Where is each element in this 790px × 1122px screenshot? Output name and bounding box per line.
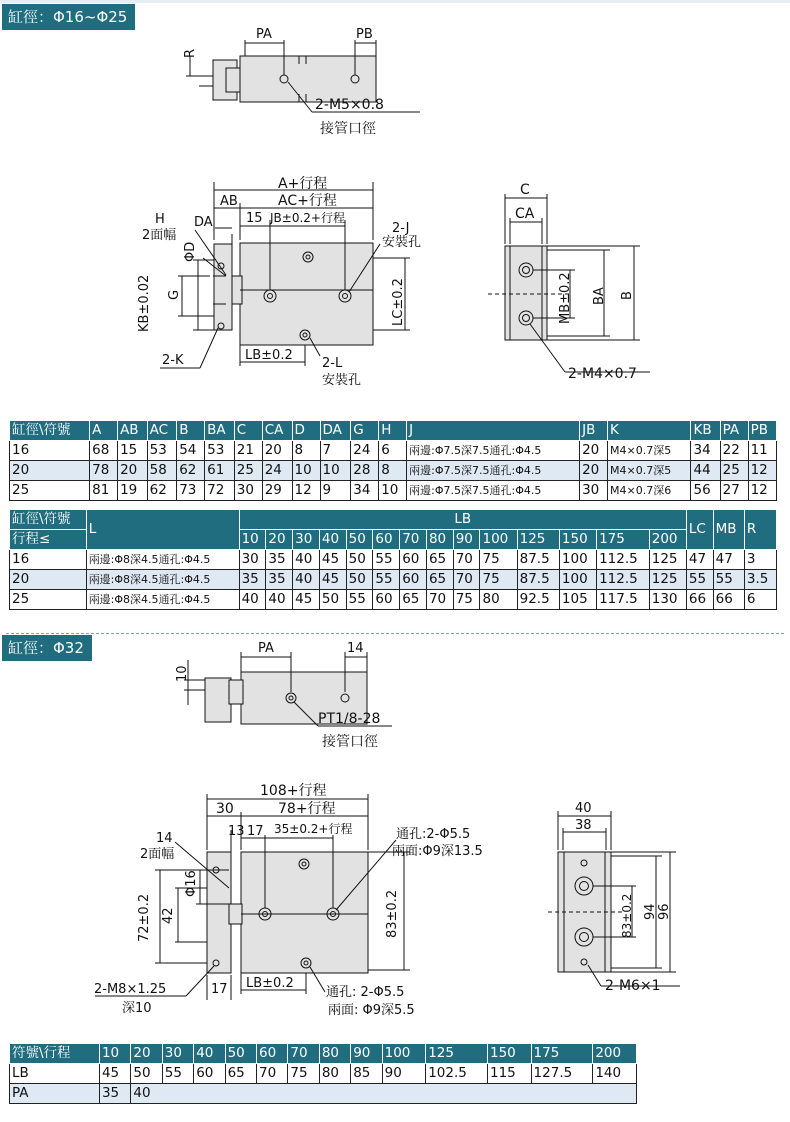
s2-two-flats: 2面幅 bbox=[140, 847, 175, 862]
table2-stroke-cell: 200 bbox=[649, 530, 686, 550]
table2-LB-cell: 75 bbox=[480, 570, 517, 590]
s2-d83: 83±0.2 bbox=[385, 889, 400, 938]
s1-G: G bbox=[167, 289, 182, 300]
s1-port-caption: 接管口徑 bbox=[320, 121, 376, 137]
table1-cell: 53 bbox=[147, 441, 177, 461]
s2-thru1: 通孔:2-Φ5.5 bbox=[396, 827, 471, 842]
table1-cell: M4×0.7深6 bbox=[608, 481, 691, 501]
table3-stroke-cell: 60 bbox=[257, 1044, 288, 1064]
table2-stroke-cell: 30 bbox=[293, 530, 320, 550]
table1-header-cell: PB bbox=[748, 421, 776, 441]
table3-LB-cell: 85 bbox=[351, 1064, 382, 1084]
s1-top-PA-label: PA bbox=[256, 27, 272, 42]
table3-stroke-cell: 20 bbox=[131, 1044, 162, 1064]
table3-stroke-cell: 30 bbox=[162, 1044, 193, 1064]
table3-LB-cell: 55 bbox=[162, 1064, 193, 1084]
table3-LB-cell: 75 bbox=[288, 1064, 319, 1084]
s2-d78: 78+行程 bbox=[278, 801, 336, 817]
s2-side-d40: 40 bbox=[575, 801, 592, 816]
table1-cell: 53 bbox=[205, 441, 235, 461]
table2-LC: 66 bbox=[686, 590, 713, 610]
table1-cell: 10 bbox=[320, 461, 351, 481]
table2-R: 6 bbox=[744, 590, 776, 610]
s1-JB-stroke: JB±0.2+行程 bbox=[270, 211, 345, 225]
table2-R: 3.5 bbox=[744, 570, 776, 590]
table2-LC: 47 bbox=[686, 550, 713, 570]
table2-LB-cell: 55 bbox=[346, 590, 373, 610]
table1-cell: 20 bbox=[118, 461, 148, 481]
table3-LB-cell: 115 bbox=[487, 1064, 531, 1084]
s1-LC: LC±0.2 bbox=[391, 278, 406, 326]
s2-d14: 14 bbox=[156, 831, 173, 846]
table2-stroke-cell: 125 bbox=[517, 530, 559, 550]
s1-side-CA: CA bbox=[515, 206, 535, 222]
table3-LB-cell: 50 bbox=[131, 1064, 162, 1084]
table1-cell: M4×0.7深5 bbox=[608, 441, 691, 461]
table3-stroke-cell: 125 bbox=[426, 1044, 488, 1064]
table2-head-MB: MB bbox=[713, 510, 744, 550]
table1-cell: 78 bbox=[90, 461, 118, 481]
s1-d15: 15 bbox=[246, 211, 263, 226]
s1-DA: DA bbox=[194, 215, 213, 230]
table1-cell: 72 bbox=[205, 481, 235, 501]
s1-two-J: 2-J bbox=[392, 221, 410, 236]
table2-bore: 20 bbox=[10, 570, 87, 590]
s1-side-MB: MB±0.2 bbox=[558, 272, 573, 324]
table2-LB-cell: 80 bbox=[480, 590, 517, 610]
s1-mount-hole2: 安裝孔 bbox=[322, 373, 362, 388]
table3-stroke-cell: 10 bbox=[99, 1044, 130, 1064]
table2-L: 兩邊:Φ8深4.5通孔:Φ4.5 bbox=[86, 590, 239, 610]
table2-stroke-cell: 90 bbox=[453, 530, 480, 550]
table1-cell: 11 bbox=[748, 441, 776, 461]
table3-header-row bbox=[10, 1044, 637, 1064]
s2-LB: LB±0.2 bbox=[246, 976, 294, 991]
table3-stroke-cell: 100 bbox=[382, 1044, 426, 1064]
table1-cell: 6 bbox=[379, 441, 407, 461]
s1-AC-stroke: AC+行程 bbox=[278, 193, 337, 209]
table2-LB-cell: 45 bbox=[293, 590, 320, 610]
s2-depth10: 深10 bbox=[122, 1001, 152, 1016]
table1-cell: 20 bbox=[262, 441, 292, 461]
table1-header-cell: 缸徑\符號 bbox=[10, 421, 90, 441]
table3-LB-cell: 80 bbox=[319, 1064, 350, 1084]
table1-cell: 73 bbox=[177, 481, 205, 501]
table2-LB-cell: 112.5 bbox=[597, 570, 650, 590]
table2-LB-cell: 50 bbox=[346, 550, 373, 570]
table3-stroke-cell: 150 bbox=[487, 1044, 531, 1064]
table2-LB-cell: 112.5 bbox=[597, 550, 650, 570]
s1-H: H bbox=[155, 212, 165, 227]
s1-side-C: C bbox=[520, 182, 530, 198]
s1-side-BA: BA bbox=[592, 287, 607, 305]
table3-LB-cell: 45 bbox=[99, 1064, 130, 1084]
table3-stroke-cell: 50 bbox=[225, 1044, 256, 1064]
table2-LB-cell: 60 bbox=[373, 590, 400, 610]
s1-two-K: 2-K bbox=[162, 353, 184, 368]
table2-bore: 16 bbox=[10, 550, 87, 570]
table2-LB-cell: 45 bbox=[319, 570, 346, 590]
s2-m8: 2-M8×1.25 bbox=[94, 982, 167, 997]
table1-cell: 10 bbox=[292, 461, 320, 481]
table2-LB-cell: 117.5 bbox=[597, 590, 650, 610]
table2-LB-cell: 130 bbox=[649, 590, 686, 610]
table2-head-stroke: 行程≤ bbox=[10, 530, 87, 550]
table2-LB-cell: 40 bbox=[239, 590, 266, 610]
s2-d42: 42 bbox=[161, 907, 176, 924]
section1-badge: 缸徑：Φ16~Φ25 bbox=[2, 4, 135, 30]
table1-header-cell: KB bbox=[691, 421, 720, 441]
table1-cell: 兩邊:Φ7.5深7.5通孔:Φ4.5 bbox=[407, 481, 580, 501]
table3-LB-cell: 90 bbox=[382, 1064, 426, 1084]
table1-cell: 10 bbox=[379, 481, 407, 501]
table3-LB-cell: 140 bbox=[593, 1064, 637, 1084]
table1-cell: 15 bbox=[118, 441, 148, 461]
s2-port-callout: PT1/8-28 bbox=[318, 711, 381, 727]
table2-LB-cell: 40 bbox=[266, 590, 293, 610]
table1-cell: 24 bbox=[262, 461, 292, 481]
table3-stroke-cell: 175 bbox=[531, 1044, 593, 1064]
table1-cell: 30 bbox=[234, 481, 262, 501]
s1-mount-hole: 安裝孔 bbox=[382, 235, 422, 250]
s1-A-stroke: A+行程 bbox=[278, 176, 328, 192]
table2-LB-cell: 55 bbox=[373, 570, 400, 590]
s2-side-d83: 83±0.2 bbox=[620, 893, 634, 938]
table1-header-cell: B bbox=[177, 421, 205, 441]
table1-header-cell: AC bbox=[147, 421, 177, 441]
table1-cell: 22 bbox=[720, 441, 748, 461]
table1-cell: 44 bbox=[691, 461, 720, 481]
table3-stroke-cell: 40 bbox=[194, 1044, 225, 1064]
s2-thru2: 通孔: 2-Φ5.5 bbox=[326, 985, 405, 1000]
table1-cell: 81 bbox=[90, 481, 118, 501]
s2-d17: 17 bbox=[247, 824, 264, 839]
s2-d13: 13 bbox=[228, 824, 245, 839]
table2-LB-cell: 60 bbox=[400, 570, 427, 590]
s1-phi-D: ΦD bbox=[183, 241, 198, 262]
table1-cell: 29 bbox=[262, 481, 292, 501]
table2-LB-cell: 65 bbox=[426, 550, 453, 570]
table2-L: 兩邊:Φ8深4.5通孔:Φ4.5 bbox=[86, 570, 239, 590]
table2-LB-cell: 55 bbox=[373, 550, 400, 570]
table1-cell: 19 bbox=[118, 481, 148, 501]
table3-PA-cell: 35 bbox=[99, 1084, 130, 1104]
table2-head-LC: LC bbox=[686, 510, 713, 550]
s2-side-thread: 2-M6×1 bbox=[605, 978, 661, 994]
s2-top-PA: PA bbox=[258, 641, 274, 656]
table1-cell: 8 bbox=[379, 461, 407, 481]
s2-d108: 108+行程 bbox=[260, 783, 327, 799]
s2-top-d10: 10 bbox=[175, 665, 190, 682]
table3-head: 符號\行程 bbox=[10, 1044, 100, 1064]
s2-d17b: 17 bbox=[211, 982, 228, 997]
table2-head-LB: LB bbox=[239, 510, 686, 530]
table2-LB-cell: 35 bbox=[266, 550, 293, 570]
table2-LB-cell: 30 bbox=[239, 550, 266, 570]
table1-cell: 16 bbox=[10, 441, 90, 461]
s1-two-L: 2-L bbox=[322, 356, 343, 371]
table2-MB: 47 bbox=[713, 550, 744, 570]
s1-side-thread: 2-M4×0.7 bbox=[568, 366, 637, 382]
table2-LB-cell: 75 bbox=[480, 550, 517, 570]
table2-LB-cell: 87.5 bbox=[517, 570, 559, 590]
table1-cell: 7 bbox=[320, 441, 351, 461]
table2-LB-cell: 75 bbox=[453, 590, 480, 610]
table2-stroke-cell: 60 bbox=[373, 530, 400, 550]
table2-stroke-cell: 50 bbox=[346, 530, 373, 550]
table1-cell: 兩邊:Φ7.5深7.5通孔:Φ4.5 bbox=[407, 461, 580, 481]
table1-cell: 20 bbox=[580, 461, 608, 481]
table1-cell: 61 bbox=[205, 461, 235, 481]
table3-PA-cell: 40 bbox=[131, 1084, 637, 1104]
table1-cell: 27 bbox=[720, 481, 748, 501]
table2-MB: 66 bbox=[713, 590, 744, 610]
table1-cell: 21 bbox=[234, 441, 262, 461]
s2-top-d14: 14 bbox=[347, 641, 364, 656]
table3-stroke-cell: 80 bbox=[319, 1044, 350, 1064]
table1-header-cell: D bbox=[292, 421, 320, 441]
table1-cell: 12 bbox=[748, 481, 776, 501]
table1-header-cell: H bbox=[379, 421, 407, 441]
table2-LC: 55 bbox=[686, 570, 713, 590]
table2-LB-cell: 100 bbox=[559, 570, 596, 590]
table1-cell: 34 bbox=[351, 481, 379, 501]
table2-LB-cell: 92.5 bbox=[517, 590, 559, 610]
table1-cell: M4×0.7深5 bbox=[608, 461, 691, 481]
table2-LB-cell: 50 bbox=[346, 570, 373, 590]
table3-PA-label: PA bbox=[10, 1084, 100, 1104]
table1-cell: 62 bbox=[177, 461, 205, 481]
table2-LB-cell: 65 bbox=[426, 570, 453, 590]
s1-port-callout: 2-M5×0.8 bbox=[315, 97, 384, 113]
table1-header-cell: C bbox=[234, 421, 262, 441]
table2-LB-cell: 60 bbox=[400, 550, 427, 570]
table2-LB-cell: 125 bbox=[649, 570, 686, 590]
table2-stroke-cell: 40 bbox=[319, 530, 346, 550]
table2-R: 3 bbox=[744, 550, 776, 570]
table2-bore: 25 bbox=[10, 590, 87, 610]
s2-side-d96: 96 bbox=[657, 903, 672, 920]
table1-header-cell: CA bbox=[262, 421, 292, 441]
table1-header-cell: DA bbox=[320, 421, 351, 441]
table2-LB-cell: 50 bbox=[319, 590, 346, 610]
table2-head-bore: 缸徑\符號 bbox=[10, 510, 87, 530]
table1-header-cell: AB bbox=[118, 421, 148, 441]
table1-cell: 68 bbox=[90, 441, 118, 461]
table3-LB-cell: 60 bbox=[194, 1064, 225, 1084]
table3-LB-label: LB bbox=[10, 1064, 100, 1084]
s1-two-flats: 2面幅 bbox=[142, 228, 177, 243]
table3-LB-cell: 70 bbox=[257, 1064, 288, 1084]
table2-LB-cell: 70 bbox=[426, 590, 453, 610]
table2-LB-cell: 35 bbox=[239, 570, 266, 590]
table2-LB-cell: 70 bbox=[453, 550, 480, 570]
table3-row-PA bbox=[10, 1084, 637, 1104]
s1-side-B: B bbox=[620, 291, 635, 300]
s2-side-d38: 38 bbox=[575, 818, 592, 833]
table1-cell: 20 bbox=[580, 441, 608, 461]
table1-cell: 25 bbox=[10, 481, 90, 501]
table1-header-cell: BA bbox=[205, 421, 235, 441]
s2-both1: 兩面:Φ9深13.5 bbox=[392, 844, 483, 859]
table1-cell: 30 bbox=[580, 481, 608, 501]
s2-d30: 30 bbox=[216, 801, 234, 817]
table1-header-cell: PA bbox=[720, 421, 748, 441]
s2-port-caption: 接管口徑 bbox=[322, 734, 378, 750]
table1-cell: 12 bbox=[748, 461, 776, 481]
table2-stroke-cell: 100 bbox=[480, 530, 517, 550]
table2-LB-cell: 70 bbox=[453, 570, 480, 590]
table2-stroke-cell: 20 bbox=[266, 530, 293, 550]
table3-LB-cell: 127.5 bbox=[531, 1064, 593, 1084]
table1-cell: 28 bbox=[351, 461, 379, 481]
table1-cell: 25 bbox=[720, 461, 748, 481]
table2-LB-cell: 87.5 bbox=[517, 550, 559, 570]
s2-phi16: Φ16 bbox=[184, 870, 199, 897]
table2-LB-cell: 105 bbox=[559, 590, 596, 610]
table2-MB: 55 bbox=[713, 570, 744, 590]
table3-stroke-cell: 90 bbox=[351, 1044, 382, 1064]
table1-header-cell: J bbox=[407, 421, 580, 441]
s2-d72: 72±0.2 bbox=[137, 893, 152, 942]
table1-cell: 62 bbox=[147, 481, 177, 501]
table2-LB-cell: 40 bbox=[293, 570, 320, 590]
table1-cell: 56 bbox=[691, 481, 720, 501]
s2-spec-table bbox=[9, 1043, 637, 1104]
table1-header-cell: A bbox=[90, 421, 118, 441]
table1-cell: 54 bbox=[177, 441, 205, 461]
table1-cell: 24 bbox=[351, 441, 379, 461]
s1-KB: KB±0.02 bbox=[137, 274, 152, 332]
s1-LB: LB±0.2 bbox=[245, 348, 293, 363]
s2-side-d94: 94 bbox=[643, 903, 658, 920]
table3-row-LB bbox=[10, 1064, 637, 1084]
table2-head-R: R bbox=[744, 510, 776, 550]
table1-cell: 8 bbox=[292, 441, 320, 461]
table2-head-L: L bbox=[86, 510, 239, 550]
table2-stroke-cell: 175 bbox=[597, 530, 650, 550]
table1-cell: 58 bbox=[147, 461, 177, 481]
table2-LB-cell: 65 bbox=[400, 590, 427, 610]
table1-cell: 25 bbox=[234, 461, 262, 481]
table2-stroke-cell: 150 bbox=[559, 530, 596, 550]
s2-both2: 兩面: Φ9深5.5 bbox=[328, 1003, 415, 1018]
table2-stroke-cell: 70 bbox=[400, 530, 427, 550]
s1-AB: AB bbox=[220, 194, 238, 209]
table2-LB-cell: 40 bbox=[293, 550, 320, 570]
s1-top-PB-label: PB bbox=[356, 27, 373, 42]
table2-LB-cell: 125 bbox=[649, 550, 686, 570]
table3-LB-cell: 65 bbox=[225, 1064, 256, 1084]
table2-LB-cell: 45 bbox=[319, 550, 346, 570]
table3-stroke-cell: 200 bbox=[593, 1044, 637, 1064]
table3-stroke-cell: 70 bbox=[288, 1044, 319, 1064]
table3-LB-cell: 102.5 bbox=[426, 1064, 488, 1084]
table2-LB-cell: 35 bbox=[266, 570, 293, 590]
table2-LB-cell: 100 bbox=[559, 550, 596, 570]
s2-d35: 35±0.2+行程 bbox=[274, 822, 353, 836]
table1-header-cell: G bbox=[351, 421, 379, 441]
table1-cell: 34 bbox=[691, 441, 720, 461]
table1-cell: 兩邊:Φ7.5深7.5通孔:Φ4.5 bbox=[407, 441, 580, 461]
s1-top-R-label: R bbox=[183, 48, 198, 58]
table2-stroke-cell: 80 bbox=[426, 530, 453, 550]
table1-cell: 20 bbox=[10, 461, 90, 481]
table1-header-cell: JB bbox=[580, 421, 608, 441]
table2-L: 兩邊:Φ8深4.5通孔:Φ4.5 bbox=[86, 550, 239, 570]
table1-cell: 9 bbox=[320, 481, 351, 501]
table2-stroke-cell: 10 bbox=[239, 530, 266, 550]
table1-cell: 12 bbox=[292, 481, 320, 501]
table1-header-cell: K bbox=[608, 421, 691, 441]
section2-badge: 缸徑：Φ32 bbox=[2, 635, 92, 661]
